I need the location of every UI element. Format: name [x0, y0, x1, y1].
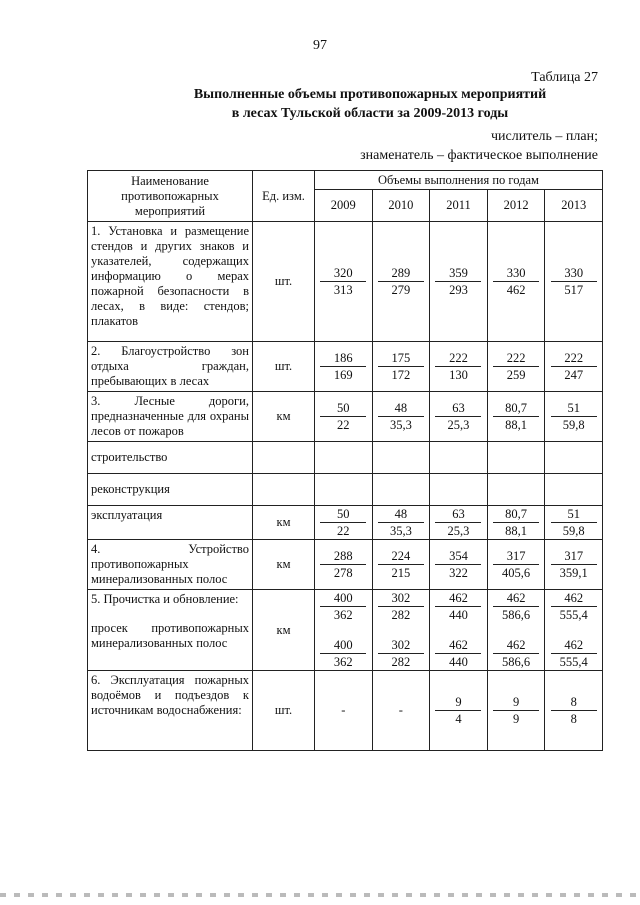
plan-value: 400 — [320, 590, 366, 607]
actual-value: 440 — [449, 655, 468, 669]
table-row — [88, 671, 603, 751]
year-value-cell — [545, 540, 603, 590]
value-single: - — [398, 703, 403, 717]
year-value-cell — [372, 392, 430, 442]
spacer — [315, 623, 372, 637]
actual-value: 4 — [455, 712, 462, 726]
plan-actual-fraction — [551, 265, 597, 298]
plan-value: 51 — [551, 400, 597, 417]
plan-actual-fraction — [378, 400, 424, 433]
year-value-cell — [430, 392, 488, 442]
header-year: 2009 — [315, 190, 373, 222]
plan-value: 48 — [378, 400, 424, 417]
plan-value: 288 — [320, 548, 366, 565]
year-value-cell — [487, 506, 545, 540]
year-value-cell — [487, 392, 545, 442]
plan-value: 354 — [435, 548, 481, 565]
measure-name-text: 4. Устройство противопожарных минерализованных полос — [91, 542, 249, 586]
plan-value: 48 — [378, 506, 424, 523]
actual-value: 282 — [391, 655, 411, 669]
actual-value: 517 — [564, 283, 584, 297]
year-value-cell — [315, 671, 373, 751]
actual-value: 25,3 — [447, 524, 470, 538]
plan-value: 222 — [493, 350, 539, 367]
year-value-cell — [372, 474, 430, 506]
spacer — [373, 623, 430, 637]
measure-name-text: эксплуатация — [91, 508, 163, 522]
plan-actual-fraction — [320, 590, 366, 623]
title-line-2: в лесах Тульской области за 2009-2013 годы — [231, 106, 509, 121]
table-row — [88, 540, 603, 590]
table-row — [88, 442, 603, 474]
plan-actual-fraction — [320, 637, 366, 670]
year-value-cell — [545, 474, 603, 506]
plan-value: 8 — [551, 694, 597, 711]
plan-actual-fraction — [378, 350, 424, 383]
year-value-cell — [372, 342, 430, 392]
plan-value: 51 — [551, 506, 597, 523]
year-value-cell — [315, 392, 373, 442]
plan-value: 330 — [551, 265, 597, 282]
actual-value: 35,3 — [389, 418, 412, 432]
measure-name — [88, 540, 253, 590]
plan-actual-fraction — [493, 506, 539, 539]
plan-value: 50 — [320, 506, 366, 523]
actual-value: 440 — [449, 608, 468, 622]
actual-value: 247 — [564, 368, 584, 382]
measure-name-text: 1. Установка и размещение стендов и других знаков и указателей, содержащих информацию о мерах пожарной безопасности в лесах, в виде: стендов; плакатов — [91, 224, 249, 328]
plan-value: 63 — [435, 506, 481, 523]
measure-name — [88, 506, 253, 540]
measure-unit: км — [253, 540, 315, 590]
year-value-cell — [545, 342, 603, 392]
plan-actual-fraction — [378, 548, 424, 581]
actual-value: 22 — [337, 524, 350, 538]
year-value-cell — [315, 442, 373, 474]
measures-table — [87, 170, 603, 751]
actual-value: 359,1 — [559, 566, 588, 580]
note-denominator: знаменатель – фактическое выполнение — [360, 148, 598, 163]
plan-actual-fraction — [493, 590, 539, 623]
measure-unit — [253, 474, 315, 506]
plan-value: 400 — [320, 637, 366, 654]
plan-actual-fraction — [551, 637, 597, 670]
plan-actual-fraction — [493, 265, 539, 298]
header-name: Наименование противопожарных мероприятий — [88, 171, 253, 222]
measure-unit — [253, 442, 315, 474]
year-value-cell — [315, 222, 373, 342]
plan-actual-fraction — [320, 350, 366, 383]
plan-value: 50 — [320, 400, 366, 417]
actual-value: 172 — [391, 368, 411, 382]
year-value-cell — [315, 590, 373, 671]
plan-value: 320 — [320, 265, 366, 282]
year-value-cell — [545, 590, 603, 671]
actual-value: 8 — [570, 712, 577, 726]
plan-actual-fraction — [493, 548, 539, 581]
year-value-cell — [315, 342, 373, 392]
plan-actual-fraction — [493, 350, 539, 383]
year-value-cell — [372, 442, 430, 474]
year-value-cell — [430, 671, 488, 751]
actual-value: 88,1 — [505, 524, 528, 538]
plan-actual-fraction — [435, 590, 481, 623]
actual-value: 59,8 — [562, 524, 585, 538]
note-numerator: числитель – план; — [490, 129, 598, 144]
year-value-cell — [372, 540, 430, 590]
plan-value: 462 — [493, 637, 539, 654]
plan-value: 9 — [435, 694, 481, 711]
year-value-cell — [487, 342, 545, 392]
plan-actual-fraction — [378, 590, 424, 623]
actual-value: 555,4 — [559, 655, 588, 669]
header-unit: Ед. изм. — [253, 171, 315, 222]
actual-value: 282 — [391, 608, 411, 622]
table-title — [0, 85, 640, 123]
plan-value: 175 — [378, 350, 424, 367]
table-label: Таблица 27 — [531, 70, 598, 85]
actual-value: 586,6 — [502, 608, 531, 622]
plan-actual-fraction — [551, 694, 597, 727]
header-year: 2011 — [430, 190, 488, 222]
plan-value: 302 — [378, 637, 424, 654]
measure-unit: шт. — [253, 671, 315, 751]
measure-name — [88, 442, 253, 474]
year-value-cell — [545, 222, 603, 342]
plan-actual-fraction — [435, 350, 481, 383]
plan-actual-fraction — [435, 548, 481, 581]
value-single: - — [341, 703, 346, 717]
measure-name — [88, 474, 253, 506]
header-year: 2013 — [545, 190, 603, 222]
plan-actual-fraction — [378, 637, 424, 670]
header-year: 2010 — [372, 190, 430, 222]
plan-value: 359 — [435, 265, 481, 282]
plan-actual-fraction — [320, 548, 366, 581]
year-value-cell — [487, 222, 545, 342]
spacer — [430, 623, 487, 637]
measure-unit: шт. — [253, 342, 315, 392]
actual-value: 88,1 — [505, 418, 528, 432]
table-row — [88, 474, 603, 506]
plan-actual-fraction — [493, 400, 539, 433]
measure-name — [88, 342, 253, 392]
year-value-cell — [372, 590, 430, 671]
plan-value: 462 — [435, 590, 481, 607]
measure-name — [88, 392, 253, 442]
plan-actual-fraction — [551, 506, 597, 539]
plan-actual-fraction — [551, 590, 597, 623]
plan-actual-fraction — [435, 400, 481, 433]
measure-name-text: реконструкция — [91, 482, 170, 496]
year-value-cell — [372, 222, 430, 342]
table-row — [88, 222, 603, 342]
plan-value: 9 — [493, 694, 539, 711]
actual-value: 25,3 — [447, 418, 470, 432]
measure-name-text: строительство — [91, 450, 168, 464]
plan-value: 317 — [551, 548, 597, 565]
plan-actual-fraction — [435, 506, 481, 539]
spacer — [488, 623, 545, 637]
measure-name — [88, 590, 253, 671]
year-value-cell — [372, 671, 430, 751]
year-value-cell — [430, 506, 488, 540]
year-value-cell — [545, 671, 603, 751]
year-value-cell — [315, 540, 373, 590]
year-value-cell — [315, 506, 373, 540]
actual-value: 313 — [333, 283, 353, 297]
year-value-cell — [430, 342, 488, 392]
plan-value: 186 — [320, 350, 366, 367]
actual-value: 362 — [333, 655, 353, 669]
year-value-cell — [430, 222, 488, 342]
plan-value: 63 — [435, 400, 481, 417]
plan-actual-fraction — [320, 400, 366, 433]
spacer — [545, 623, 602, 637]
measure-name — [88, 222, 253, 342]
actual-value: 362 — [333, 608, 353, 622]
measure-name-text: 3. Лесные дороги, предназначенные для охраны лесов от пожаров — [91, 394, 249, 438]
actual-value: 405,6 — [502, 566, 531, 580]
actual-value: 215 — [391, 566, 411, 580]
year-value-cell — [430, 442, 488, 474]
actual-value: 169 — [333, 368, 353, 382]
year-value-cell — [545, 442, 603, 474]
plan-value: 462 — [435, 637, 481, 654]
measure-unit: км — [253, 590, 315, 671]
year-value-cell — [315, 474, 373, 506]
plan-value: 222 — [551, 350, 597, 367]
plan-actual-fraction — [435, 694, 481, 727]
actual-value: 462 — [506, 283, 526, 297]
plan-actual-fraction — [378, 506, 424, 539]
plan-actual-fraction — [493, 694, 539, 727]
scan-edge — [0, 893, 640, 897]
plan-value: 462 — [551, 637, 597, 654]
plan-actual-fraction — [378, 265, 424, 298]
year-value-cell — [487, 474, 545, 506]
plan-value: 462 — [493, 590, 539, 607]
year-value-cell — [545, 392, 603, 442]
plan-value: 222 — [435, 350, 481, 367]
year-value-cell — [372, 506, 430, 540]
actual-value: 278 — [333, 566, 353, 580]
year-value-cell — [430, 540, 488, 590]
table-row — [88, 342, 603, 392]
table-row — [88, 392, 603, 442]
plan-value: 289 — [378, 265, 424, 282]
actual-value: 322 — [449, 566, 468, 580]
plan-actual-fraction — [493, 637, 539, 670]
plan-value: 330 — [493, 265, 539, 282]
plan-actual-fraction — [435, 265, 481, 298]
actual-value: 9 — [512, 712, 520, 726]
plan-value: 80,7 — [493, 506, 539, 523]
measure-unit: км — [253, 392, 315, 442]
header-volumes: Объемы выполнения по годам — [315, 171, 603, 190]
actual-value: 259 — [506, 368, 526, 382]
header-row-1 — [88, 171, 603, 190]
actual-value: 35,3 — [389, 524, 412, 538]
plan-value: 224 — [378, 548, 424, 565]
plan-value: 317 — [493, 548, 539, 565]
year-value-cell — [430, 474, 488, 506]
year-value-cell — [487, 442, 545, 474]
year-value-cell — [487, 590, 545, 671]
measure-name-text: 6. Эксплуатация пожарных водоёмов и подъездов к источникам водоснабжения: — [91, 673, 249, 717]
year-value-cell — [430, 590, 488, 671]
actual-value: 555,4 — [559, 608, 588, 622]
plan-actual-fraction — [435, 637, 481, 670]
plan-actual-fraction — [320, 265, 366, 298]
plan-actual-fraction — [551, 400, 597, 433]
year-value-cell — [487, 540, 545, 590]
table-row — [88, 590, 603, 671]
measure-unit: шт. — [253, 222, 315, 342]
page-number: 97 — [313, 38, 327, 53]
actual-value: 130 — [449, 368, 468, 382]
actual-value: 586,6 — [502, 655, 531, 669]
plan-actual-fraction — [551, 350, 597, 383]
plan-actual-fraction — [551, 548, 597, 581]
measure-name-text: 2. Благоустройство зон отдыха граждан, пребывающих в лесах — [91, 344, 249, 388]
title-line-1: Выполненные объемы противопожарных мероприятий — [193, 87, 547, 102]
plan-value: 302 — [378, 590, 424, 607]
spacer — [91, 607, 249, 621]
actual-value: 293 — [449, 283, 468, 297]
measure-name-text: 5. Прочистка и обновление: — [91, 592, 239, 606]
plan-actual-fraction — [320, 506, 366, 539]
actual-value: 59,8 — [562, 418, 585, 432]
actual-value: 279 — [391, 283, 411, 297]
actual-value: 22 — [337, 418, 350, 432]
measure-name — [88, 671, 253, 751]
year-value-cell — [487, 671, 545, 751]
measure-unit: км — [253, 506, 315, 540]
plan-value: 80,7 — [493, 400, 539, 417]
header-year: 2012 — [487, 190, 545, 222]
plan-value: 462 — [551, 590, 597, 607]
table-row — [88, 506, 603, 540]
measure-subname-text: просек противопожарных минерализованных полос — [91, 621, 249, 650]
year-value-cell — [545, 506, 603, 540]
